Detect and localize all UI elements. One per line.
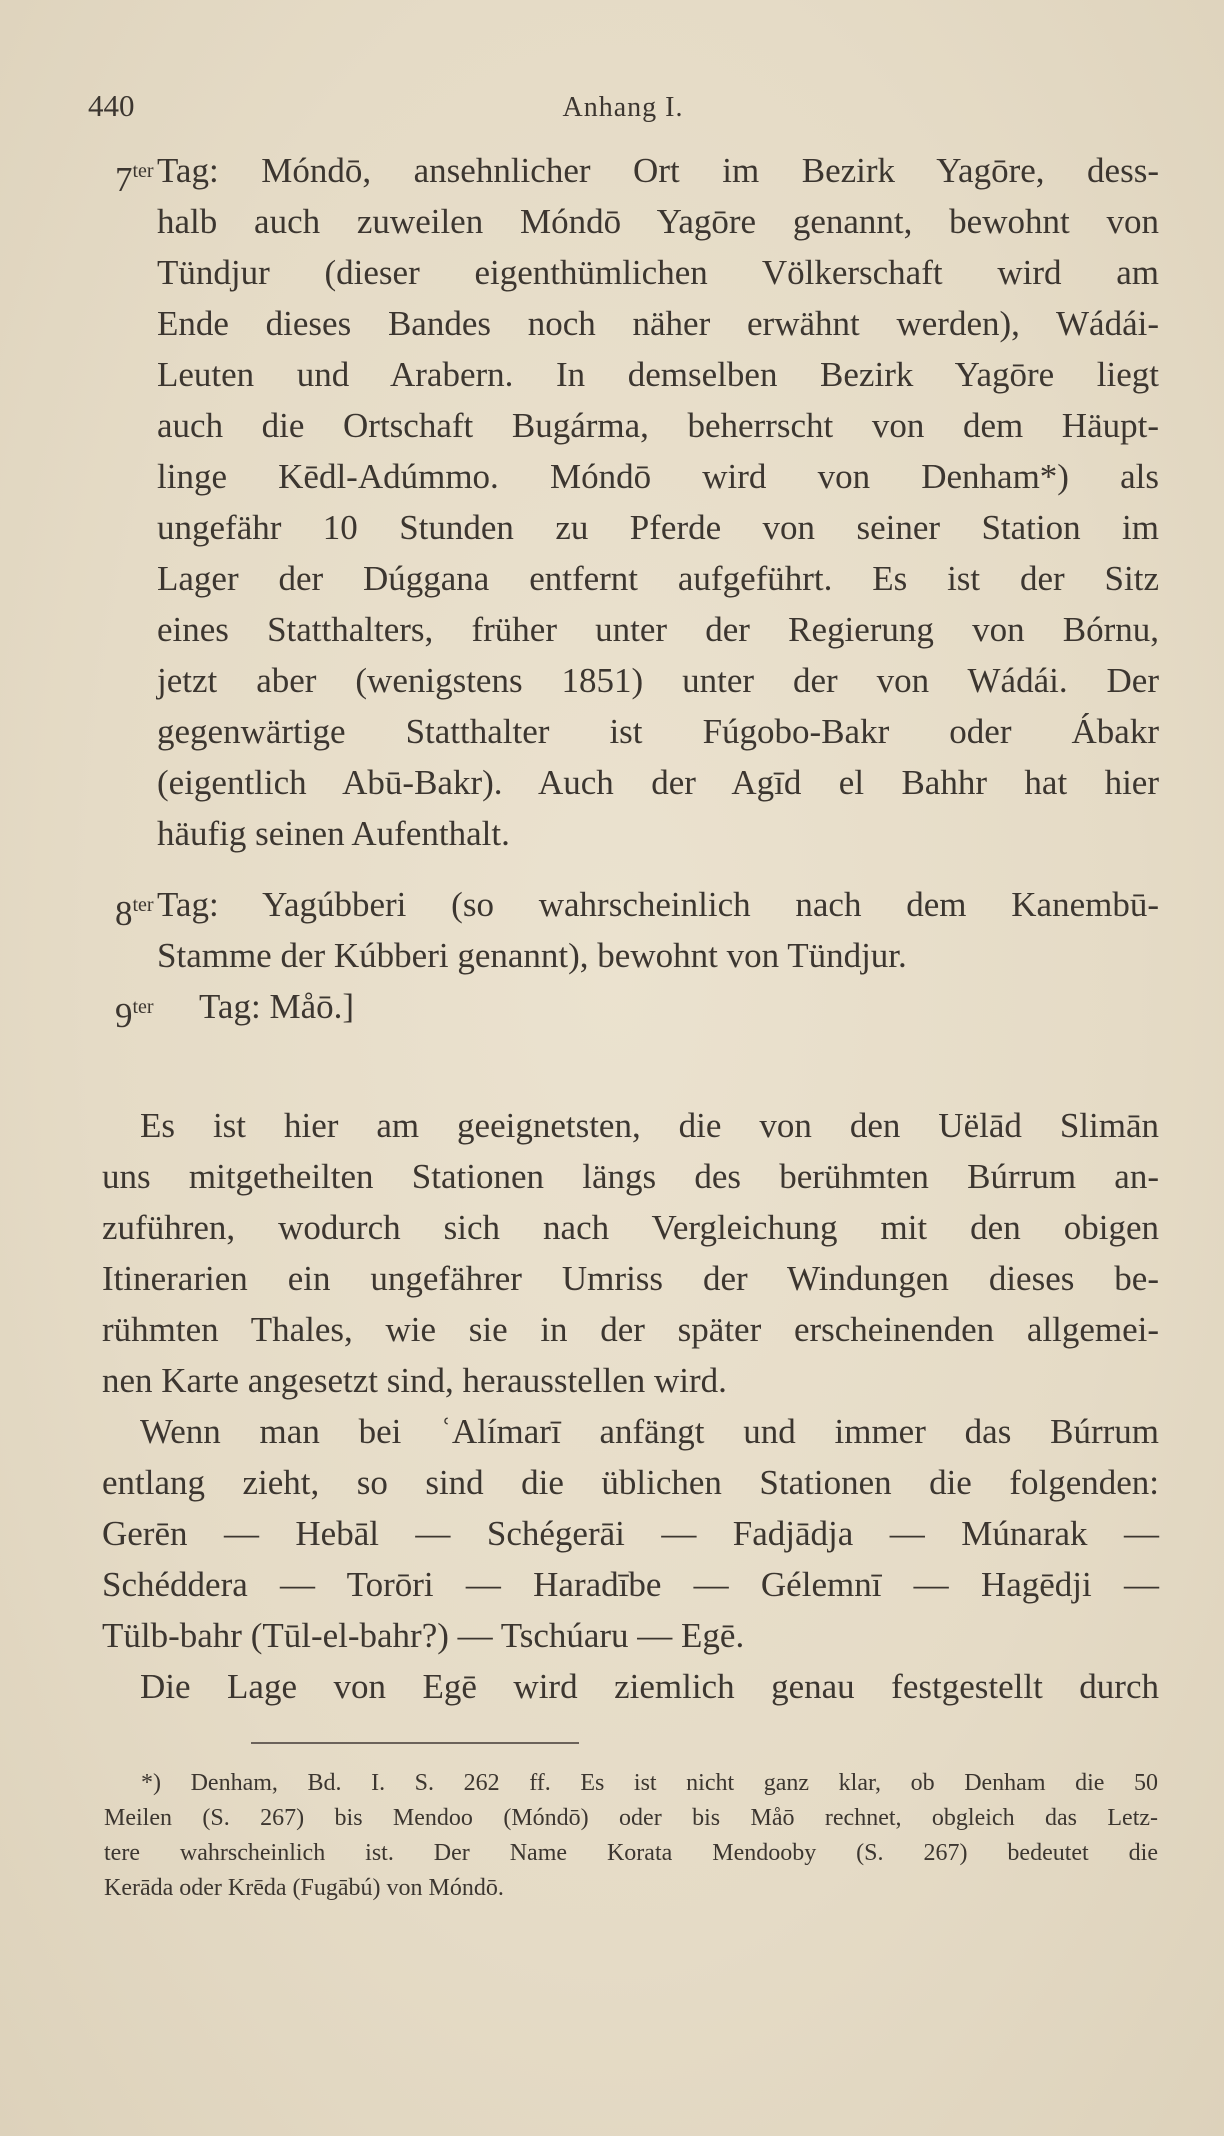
text-line: häufig seinen Aufenthalt.	[157, 814, 510, 853]
text-line: uns mitgetheilten Stationen längs des berühmten Búrrum an-	[102, 1157, 1159, 1196]
day-number: 7	[115, 160, 133, 199]
text-line: linge Kēdl-Adúmmo. Móndō wird von Denham*) als	[157, 457, 1159, 496]
footnote-line: Kerāda oder Krēda (Fugābú) von Móndō.	[104, 1875, 504, 1901]
page-number: 440	[88, 88, 135, 123]
text-line: nen Karte angesetzt sind, herausstellen wird.	[102, 1361, 727, 1400]
text-line: auch die Ortschaft Bugárma, beherrscht von dem Häupt-	[157, 406, 1159, 445]
text-line: Tündjur (dieser eigenthümlichen Völkerschaft wird am	[157, 253, 1159, 292]
day-suffix: ter	[132, 996, 154, 1018]
running-title: Anhang I.	[562, 92, 684, 123]
text-line: Tag: Yagúbberi (so wahrscheinlich nach dem Kanembū-	[157, 885, 1159, 924]
text-line: entlang zieht, so sind die üblichen Stationen die folgenden:	[102, 1463, 1159, 1502]
text-line: rühmten Thales, wie sie in der später erscheinenden allgemei-	[102, 1310, 1159, 1349]
day-number: 9	[115, 996, 133, 1035]
footnote-line: Meilen (S. 267) bis Mendoo (Móndō) oder bis Måō rechnet, obgleich das Letz-	[104, 1805, 1158, 1831]
text-line: Gerēn — Hebāl — Schégerāi — Fadjādja — Múnarak —	[102, 1514, 1159, 1553]
day-label-9	[115, 987, 154, 1036]
text-line: zuführen, wodurch sich nach Vergleichung mit den obigen	[102, 1208, 1159, 1247]
footnote-line: *) Denham, Bd. I. S. 262 ff. Es ist nicht ganz klar, ob Denham die 50	[141, 1770, 1158, 1796]
text-line: Leuten und Arabern. In demselben Bezirk Yagōre liegt	[157, 355, 1159, 394]
footnote-line: tere wahrscheinlich ist. Der Name Korata Mendooby (S. 267) bedeutet die	[104, 1840, 1158, 1866]
text-line: halb auch zuweilen Móndō Yagōre genannt, bewohnt von	[157, 202, 1159, 241]
day-label-7	[115, 151, 154, 200]
text-line: Schéddera — Torōri — Haradībe — Gélemnī — Hagēdji —	[102, 1565, 1159, 1604]
text-line: Tag: Måō.]	[199, 987, 355, 1026]
text-line: (eigentlich Abū-Bakr). Auch der Agīd el Bahhr hat hier	[157, 763, 1159, 802]
day-label-8	[115, 885, 154, 934]
page-header	[88, 88, 1158, 128]
text-line: Die Lage von Egē wird ziemlich genau festgestellt durch	[140, 1667, 1159, 1706]
text-line: Stamme der Kúbberi genannt), bewohnt von Tündjur.	[157, 936, 907, 975]
text-line: Ende dieses Bandes noch näher erwähnt werden), Wádái-	[157, 304, 1159, 343]
text-line: jetzt aber (wenigstens 1851) unter der von Wádái. Der	[157, 661, 1159, 700]
footnote-divider	[251, 1742, 579, 1744]
text-line: Lager der Dúggana entfernt aufgeführt. Es ist der Sitz	[157, 559, 1159, 598]
day-suffix: ter	[132, 160, 154, 182]
day-suffix: ter	[132, 894, 154, 916]
text-line: Itinerarien ein ungefährer Umriss der Windungen dieses be-	[102, 1259, 1159, 1298]
text-line: ungefähr 10 Stunden zu Pferde von seiner Station im	[157, 508, 1159, 547]
text-line: Wenn man bei ʿAlímarī anfängt und immer das Búrrum	[140, 1412, 1159, 1451]
text-line: gegenwärtige Statthalter ist Fúgobo-Bakr oder Ábakr	[157, 712, 1159, 751]
day-number: 8	[115, 894, 133, 933]
text-line: eines Statthalters, früher unter der Regierung von Bórnu,	[157, 610, 1159, 649]
text-line: Tülb-bahr (Tūl-el-bahr?) — Tschúaru — Egē.	[102, 1616, 745, 1655]
text-line: Es ist hier am geeignetsten, die von den Uëlād Slimān	[140, 1106, 1159, 1145]
text-line: Tag: Móndō, ansehnlicher Ort im Bezirk Yagōre, dess-	[157, 151, 1159, 190]
